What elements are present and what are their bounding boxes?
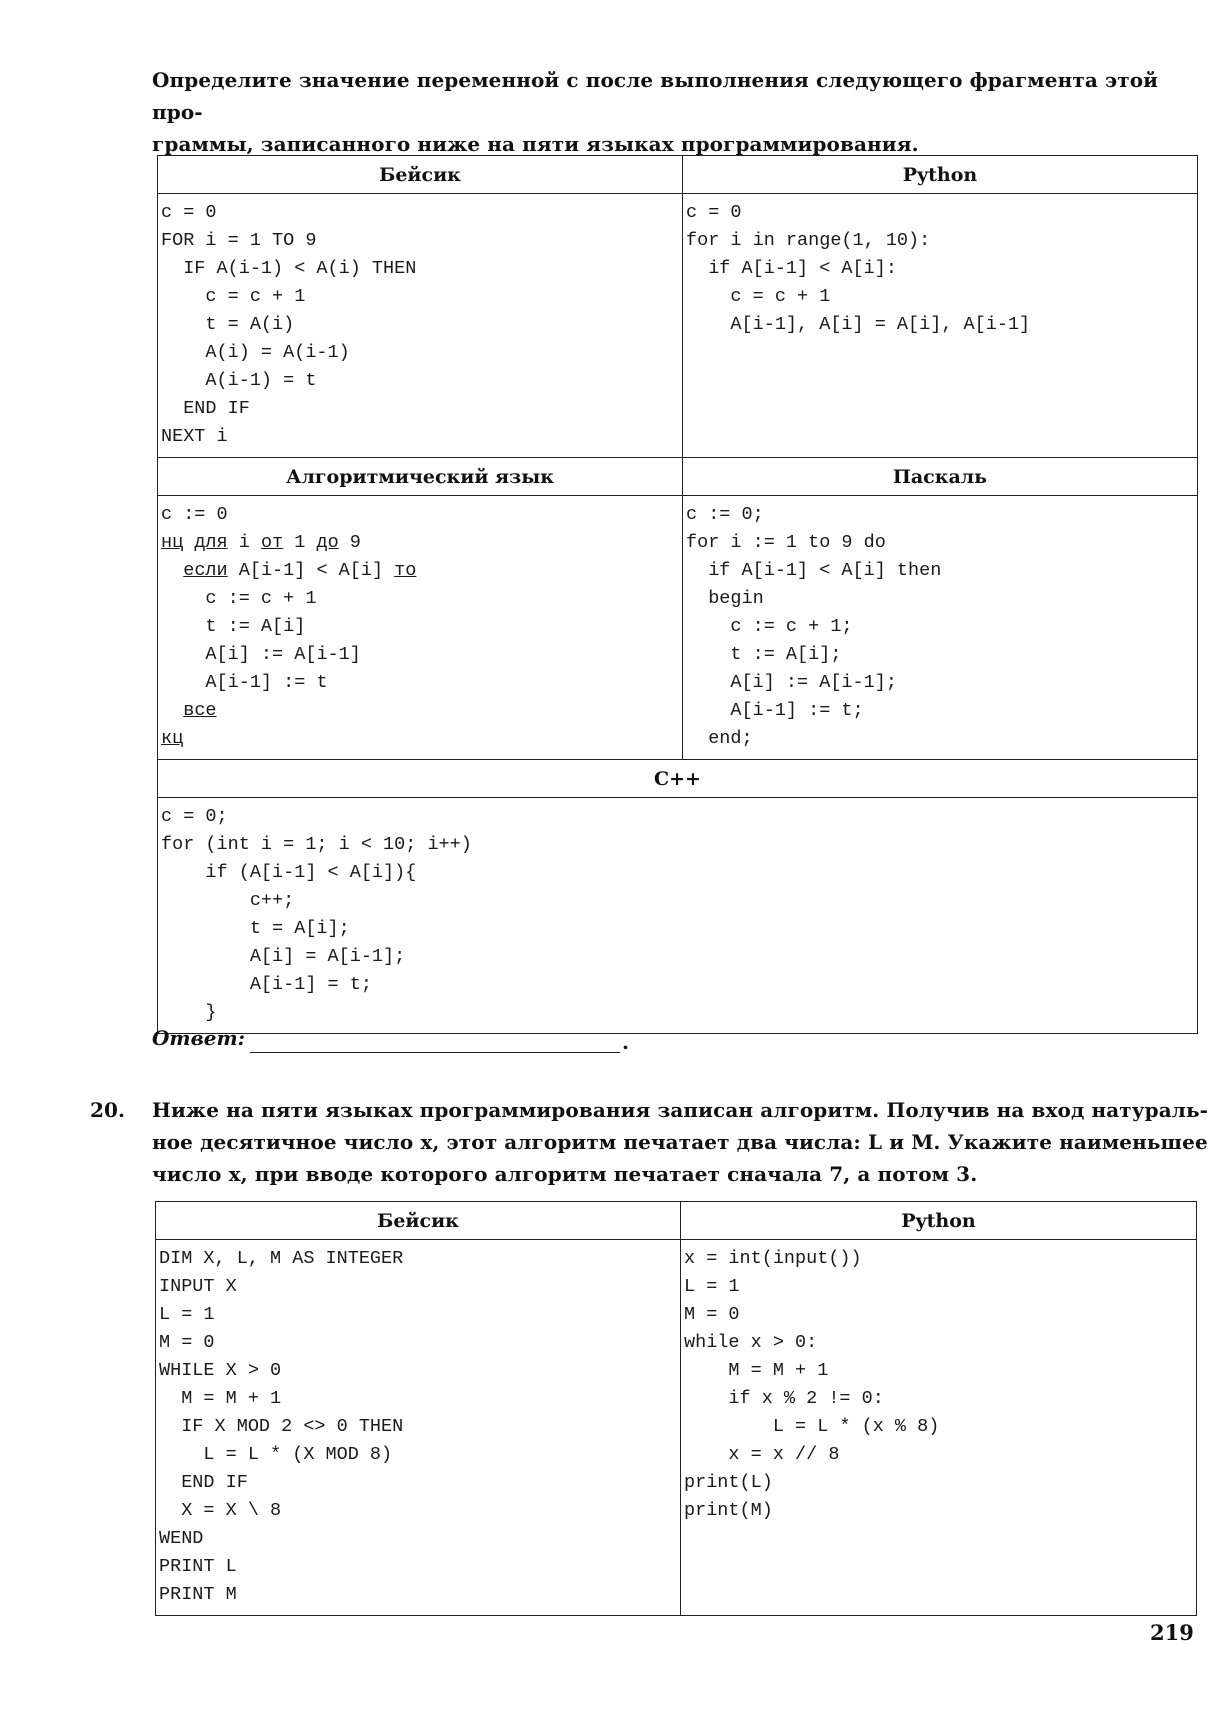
cell-pascal xyxy=(683,496,1198,760)
intro-line-2: граммы, записанного ниже на пяти языках программирования. xyxy=(152,132,919,156)
intro-line-1: Определите значение переменной c после выполнения следующего фрагмента этой про- xyxy=(152,68,1159,124)
cell-python xyxy=(683,194,1198,458)
algo-code: c := 0 нц для i от 1 до 9 если A[i-1] < A[i] то c := c + 1 t := A[i] A[i] := A[i-1] A[i-1] := t все кц xyxy=(161,504,417,749)
cell-basic xyxy=(158,194,683,458)
header-cpp: C++ xyxy=(158,760,1198,798)
header-python: Python xyxy=(681,1202,1197,1240)
task20-text xyxy=(152,1094,1210,1190)
cell-algo xyxy=(158,496,683,760)
cell-basic xyxy=(156,1240,681,1616)
basic-code: DIM X, L, M AS INTEGER INPUT X L = 1 M = 0 WHILE X > 0 M = M + 1 IF X MOD 2 <> 0 THEN L = L * (X MOD 8) END IF X = X \ 8 WEND PRINT L PRINT M xyxy=(159,1248,404,1605)
header-algo: Алгоритмический язык xyxy=(158,458,683,496)
answer-dot: . xyxy=(622,1030,629,1054)
answer-label: Ответ: xyxy=(152,1026,245,1050)
task20-line-2: ное десятичное число x, этот алгоритм печатает два числа: L и M. Укажите наименьшее xyxy=(152,1130,1208,1154)
cell-python xyxy=(681,1240,1197,1616)
task-number: 20. xyxy=(90,1098,126,1122)
task20-line-1: Ниже на пяти языках программирования записан алгоритм. Получив на вход натураль- xyxy=(152,1098,1209,1122)
code-table-task20 xyxy=(155,1201,1197,1616)
answer-field[interactable] xyxy=(250,1052,620,1053)
page-number: 219 xyxy=(1150,1620,1194,1645)
python-code: c = 0 for i in range(1, 10): if A[i-1] < A[i]: c = c + 1 A[i-1], A[i] = A[i], A[i-1] xyxy=(686,202,1031,335)
header-basic: Бейсик xyxy=(158,156,683,194)
header-pascal: Паскаль xyxy=(683,458,1198,496)
intro-text xyxy=(152,64,1207,160)
cpp-code: c = 0; for (int i = 1; i < 10; i++) if (A[i-1] < A[i]){ c++; t = A[i]; A[i] = A[i-1]; A[i-1] = t; } xyxy=(161,806,472,1023)
pascal-code: c := 0; for i := 1 to 9 do if A[i-1] < A[i] then begin c := c + 1; t := A[i]; A[i] := A[i-1]; A[i-1] := t; end; xyxy=(686,504,942,749)
code-table-task19 xyxy=(157,155,1198,1034)
cell-cpp xyxy=(158,798,1198,1034)
header-python: Python xyxy=(683,156,1198,194)
python-code: x = int(input()) L = 1 M = 0 while x > 0: M = M + 1 if x % 2 != 0: L = L * (x % 8) x = x // 8 print(L) print(M) xyxy=(684,1248,940,1521)
task20-line-3: число x, при вводе которого алгоритм печатает сначала 7, а потом 3. xyxy=(152,1162,978,1186)
basic-code: c = 0 FOR i = 1 TO 9 IF A(i-1) < A(i) THEN c = c + 1 t = A(i) A(i) = A(i-1) A(i-1) = t END IF NEXT i xyxy=(161,202,417,447)
header-basic: Бейсик xyxy=(156,1202,681,1240)
